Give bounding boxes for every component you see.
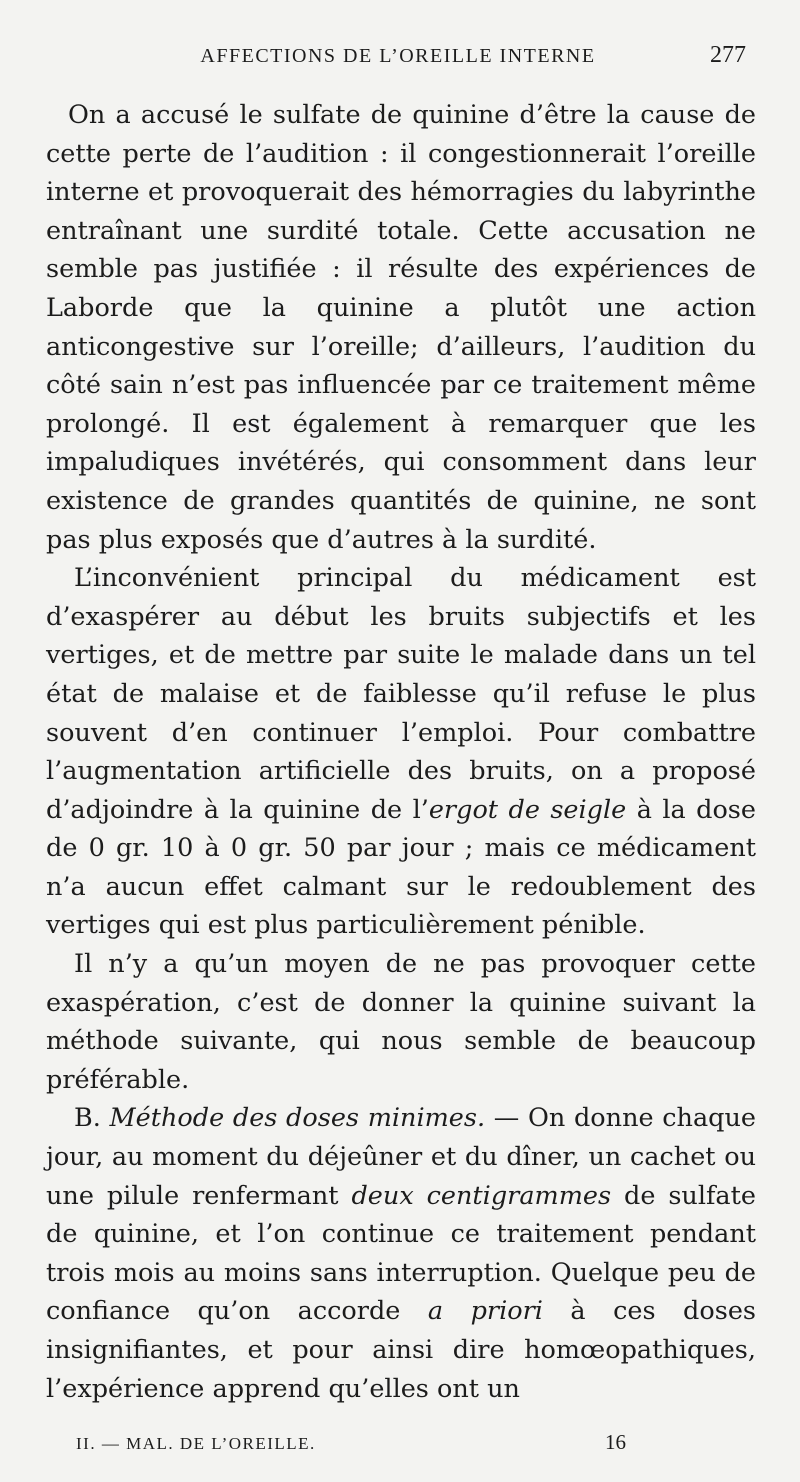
emphasis-a-priori: a priori xyxy=(427,1296,543,1327)
paragraph-text: à la dose de 0 gr. 10 à 0 gr. 50 par jour ; mais ce médicament n’a aucun effet calmant sur le redoublement des vertiges qui est plus particulièrement pénible. xyxy=(46,794,756,941)
page-footer xyxy=(46,1430,756,1455)
section-heading-minimal-doses: Méthode des doses minimes. xyxy=(109,1103,486,1134)
emphasis-dose: deux centigrammes xyxy=(351,1180,612,1211)
paragraph-drawback xyxy=(46,559,756,945)
body-text xyxy=(46,96,756,1408)
page-header xyxy=(46,42,756,92)
paragraph-quinine-accusation: On a accusé le sulfate de quinine d’être la cause de cette perte de l’audition : il congestionnerait l’oreille interne et provoquerait des hémorragies du labyrinthe entraînant une surdité totale. Cette accusation ne semble pas justifiée : il résulte des expériences de Laborde que la quinine a plutôt une action anticongestive sur l’oreille; d’ailleurs, l’audition du côté sain n’est pas influencée par ce traitement même prolongé. Il est également à remarquer que les impaludiques invétérés, qui consomment dans leur existence de grandes quantités de quinine, ne sont pas plus exposés que d’autres à la surdité. xyxy=(46,100,756,555)
signature-mark: II. — MAL. DE L’OREILLE. xyxy=(76,1434,316,1453)
paragraph-minimal-doses xyxy=(46,1099,756,1408)
emphasis-ergot: ergot de seigle xyxy=(428,794,627,825)
running-title: AFFECTIONS DE L’OREILLE INTERNE xyxy=(200,45,596,67)
paragraph-single-method: Il n’y a qu’un moyen de ne pas provoquer cette exaspération, c’est de donner la quinine suivant la méthode suivante, qui nous semble de beaucoup préférable. xyxy=(46,949,756,1095)
paragraph-text: à ces doses insignifiantes, et pour ainsi dire homœopathiques, l’expérience apprend qu’elles ont un xyxy=(46,1296,756,1404)
paragraph-text: B. xyxy=(74,1103,110,1134)
paragraph-text: L’inconvénient principal du médicament est d’exaspérer au début les bruits subjectifs et les vertiges, et de mettre par suite le malade dans un tel état de malaise et de faiblesse qu’il refuse le plus souvent d’en continuer l’emploi. Pour combattre l’augmentation artificielle des bruits, on a proposé d’adjoindre à la quinine de l’ xyxy=(46,563,756,825)
paragraph-text: de sulfate de quinine, et l’on continue ce traitement pendant trois mois au moins sans interruption. Quelque peu de confiance qu’on accorde xyxy=(46,1180,756,1327)
paragraph-text: — On donne chaque jour, au moment du déjeûner et du dîner, un cachet ou une pilule renfermant xyxy=(46,1103,757,1211)
page-number: 277 xyxy=(710,42,746,68)
signature-number: 16 xyxy=(605,1430,626,1454)
